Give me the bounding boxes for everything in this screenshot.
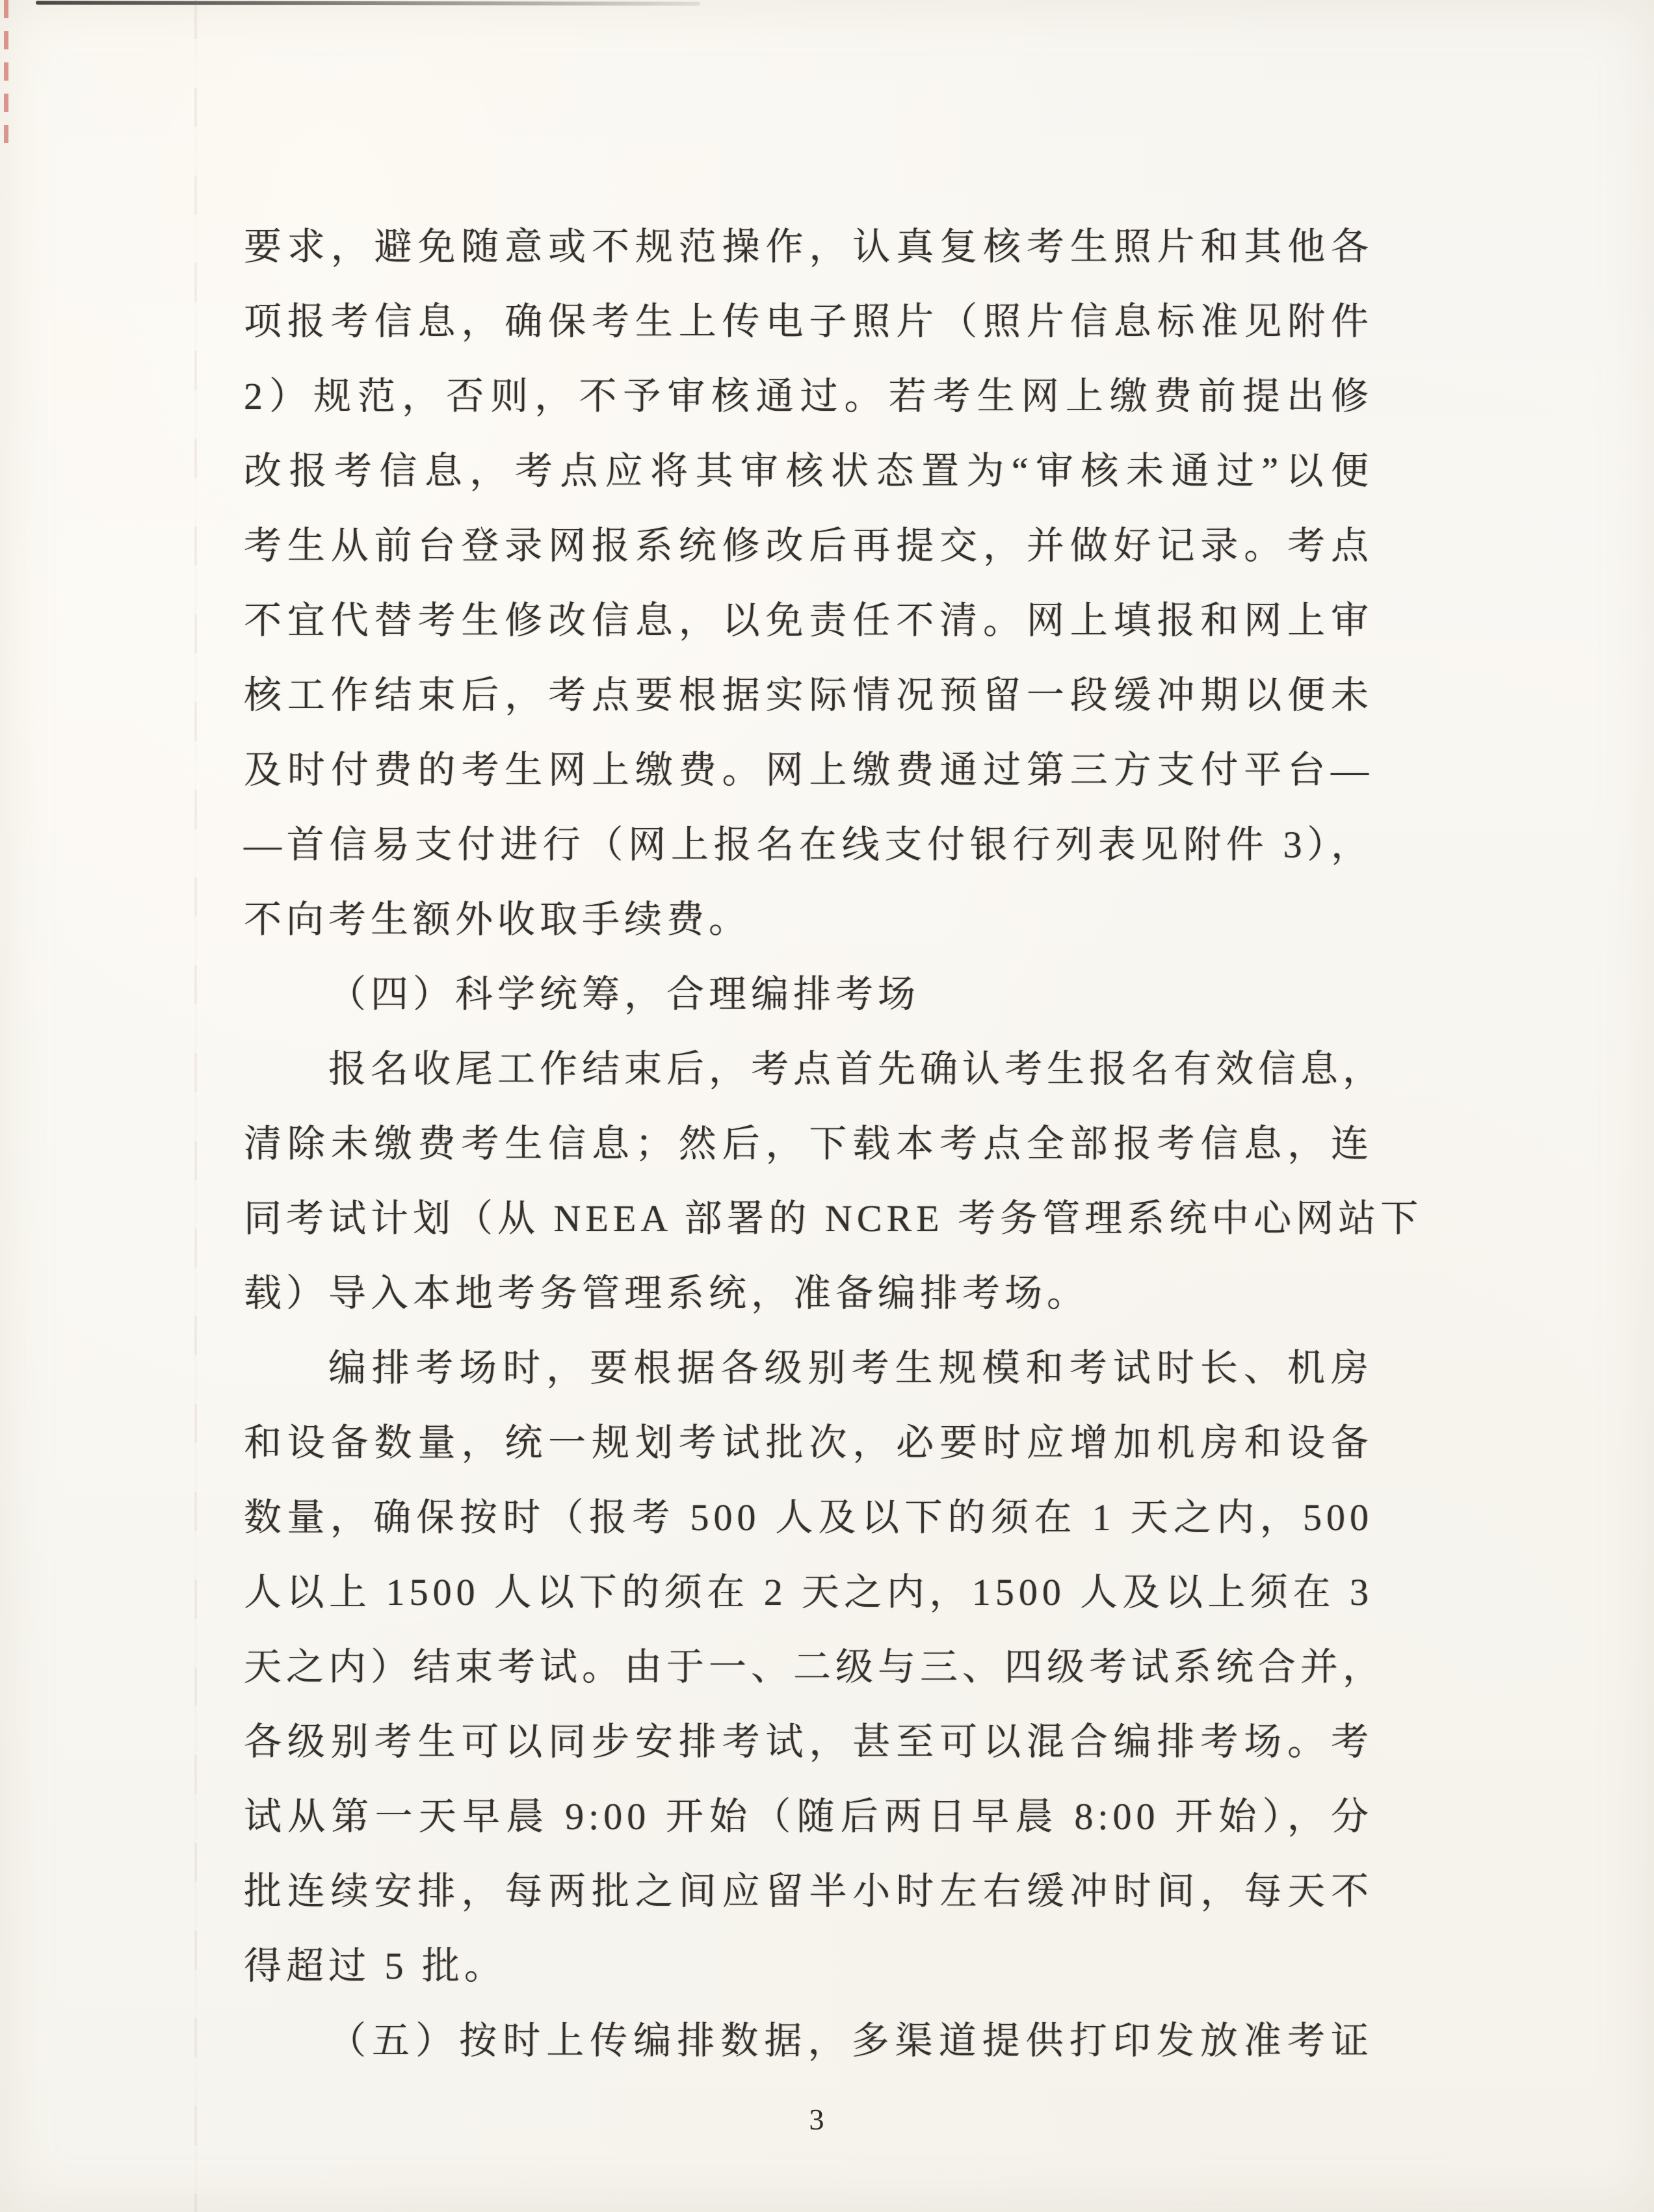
text-line: 和设备数量，统一规划考试批次，必要时应增加机房和设备 (244, 1422, 1373, 1464)
text-line: 同考试计划（从 NEEA 部署的 NCRE 考务管理系统中心网站下 (244, 1197, 1423, 1240)
text-line: —首信易支付进行（网上报名在线支付银行列表见附件 3）， (244, 824, 1373, 866)
text-line: 各级别考生可以同步安排考试，甚至可以混合编排考场。考 (244, 1721, 1373, 1763)
section-heading-5: （五）按时上传编排数据，多渠道提供打印发放准考证 (328, 2020, 1373, 2062)
text-line: 载）导入本地考务管理系统，准备编排考场。 (244, 1272, 1090, 1314)
text-line: 天之内）结束考试。由于一、二级与三、四级考试系统合并， (244, 1646, 1385, 1688)
text-line: 试从第一天早晨 9:00 开始（随后两日早晨 8:00 开始），分 (244, 1795, 1373, 1838)
text-line: 报名收尾工作结束后，考点首先确认考生报名有效信息， (328, 1048, 1385, 1090)
document-body (244, 209, 1423, 2078)
text-line: 编排考场时，要根据各级别考生规模和考试时长、机房 (328, 1347, 1373, 1389)
scan-edge-marks (4, 0, 8, 153)
text-line: 考生从前台登录网报系统修改后再提交，并做好记录。考点 (244, 525, 1373, 567)
text-line: 改报考信息，考点应将其审核状态置为“审核未通过”以便 (244, 450, 1373, 492)
text-line: 2）规范，否则，不予审核通过。若考生网上缴费前提出修 (244, 375, 1373, 417)
text-line: 核工作结束后，考点要根据实际情况预留一段缓冲期以便未 (244, 674, 1373, 716)
text-line: 不向考生额外收取手续费。 (244, 898, 752, 941)
section-heading-4: （四）科学统筹，合理编排考场 (328, 973, 921, 1015)
scan-artifact-line (36, 1, 700, 5)
text-line: 人以上 1500 人以下的须在 2 天之内，1500 人及以上须在 3 (244, 1571, 1373, 1613)
scan-streak (194, 0, 197, 2212)
text-line: 项报考信息，确保考生上传电子照片（照片信息标准见附件 (244, 300, 1373, 343)
text-line: 得超过 5 批。 (244, 1945, 507, 1987)
text-line: 清除未缴费考生信息；然后，下载本考点全部报考信息，连 (244, 1123, 1373, 1165)
text-line: 不宜代替考生修改信息，以免责任不清。网上填报和网上审 (244, 599, 1373, 642)
text-line: 及时付费的考生网上缴费。网上缴费通过第三方支付平台— (244, 749, 1373, 791)
text-line: 要求，避免随意或不规范操作，认真复核考生照片和其他各 (244, 226, 1373, 268)
text-line: 数量，确保按时（报考 500 人及以下的须在 1 天之内，500 (244, 1496, 1373, 1539)
page-number: 3 (809, 2103, 824, 2136)
text-line: 批连续安排，每两批之间应留半小时左右缓冲时间，每天不 (244, 1870, 1373, 1912)
